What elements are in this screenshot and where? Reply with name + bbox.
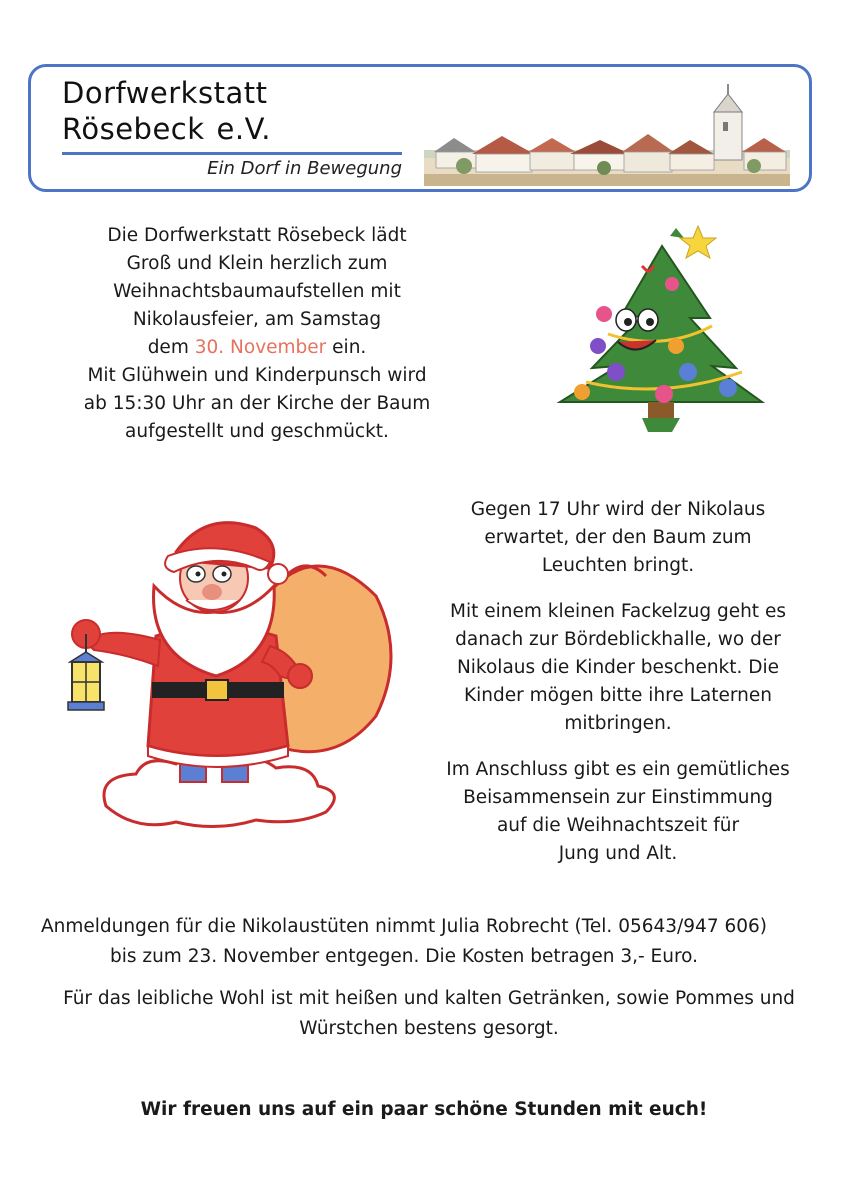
paragraph-line: Mit einem kleinen Fackelzug geht es xyxy=(450,601,786,622)
intro-text xyxy=(52,222,462,446)
paragraph-line: Beisammensein zur Einstimmung xyxy=(463,787,773,808)
registration-notice xyxy=(20,912,788,972)
paragraph-line: erwartet, der den Baum zum xyxy=(484,527,752,548)
header-rule xyxy=(62,152,402,155)
intro-date-after: ein. xyxy=(332,337,367,358)
intro-date-line xyxy=(52,334,462,362)
intro-line: aufgestellt und geschmückt. xyxy=(125,421,389,442)
intro-line: ab 15:30 Uhr an der Kirche der Baum xyxy=(83,393,431,414)
nikolaus-section xyxy=(438,496,798,886)
org-name-line2 xyxy=(62,112,271,146)
intro-date-before: dem xyxy=(147,337,189,358)
nikolaus-paragraph-torch-parade xyxy=(438,598,798,738)
org-name-line1: Dorfwerkstatt xyxy=(62,76,268,110)
paragraph-line: Jung und Alt. xyxy=(558,843,678,864)
catering-notice xyxy=(20,984,838,1044)
tagline: Ein Dorf in Bewegung xyxy=(207,158,402,179)
intro-line: Die Dorfwerkstatt Rösebeck lädt xyxy=(107,225,407,246)
org-suffix: e.V. xyxy=(216,112,271,146)
paragraph-line: auf die Weihnachtszeit für xyxy=(496,815,740,836)
catering-line: Für das leibliche Wohl ist mit heißen und kalten Getränken, sowie Pommes und xyxy=(63,988,795,1009)
registration-line: bis zum 23. November entgegen. Die Kosten betragen 3,- Euro. xyxy=(109,946,699,967)
closing-message: Wir freuen uns auf ein paar schöne Stunden mit euch! xyxy=(140,1099,708,1120)
paragraph-line: danach zur Bördeblickhalle, wo der xyxy=(455,629,781,650)
santa-claus-illustration xyxy=(56,516,408,836)
nikolaus-paragraph-gathering xyxy=(438,756,798,868)
event-date: 30. November xyxy=(194,337,327,358)
nikolaus-paragraph-arrival xyxy=(438,496,798,580)
intro-line: Mit Glühwein und Kinderpunsch wird xyxy=(87,365,427,386)
intro-line: Nikolausfeier, am Samstag xyxy=(132,309,382,330)
paragraph-line: mitbringen. xyxy=(564,713,672,734)
registration-line: Anmeldungen für die Nikolaustüten nimmt Julia Robrecht (Tel. 05643/947 606) xyxy=(40,916,767,937)
paragraph-line: Gegen 17 Uhr wird der Nikolaus xyxy=(470,499,766,520)
paragraph-line: Nikolaus die Kinder beschenkt. Die xyxy=(456,657,780,678)
christmas-tree-illustration xyxy=(552,222,772,438)
org-name-rosebeck: Rösebeck xyxy=(62,112,205,146)
paragraph-line: Im Anschluss gibt es ein gemütliches xyxy=(446,759,790,780)
catering-line: Würstchen bestens gesorgt. xyxy=(299,1018,559,1039)
village-skyline-illustration xyxy=(424,82,790,188)
intro-line: Groß und Klein herzlich zum xyxy=(126,253,388,274)
intro-line: Weihnachtsbaumaufstellen mit xyxy=(113,281,401,302)
paragraph-line: Kinder mögen bitte ihre Laternen xyxy=(463,685,773,706)
paragraph-line: Leuchten bringt. xyxy=(541,555,695,576)
